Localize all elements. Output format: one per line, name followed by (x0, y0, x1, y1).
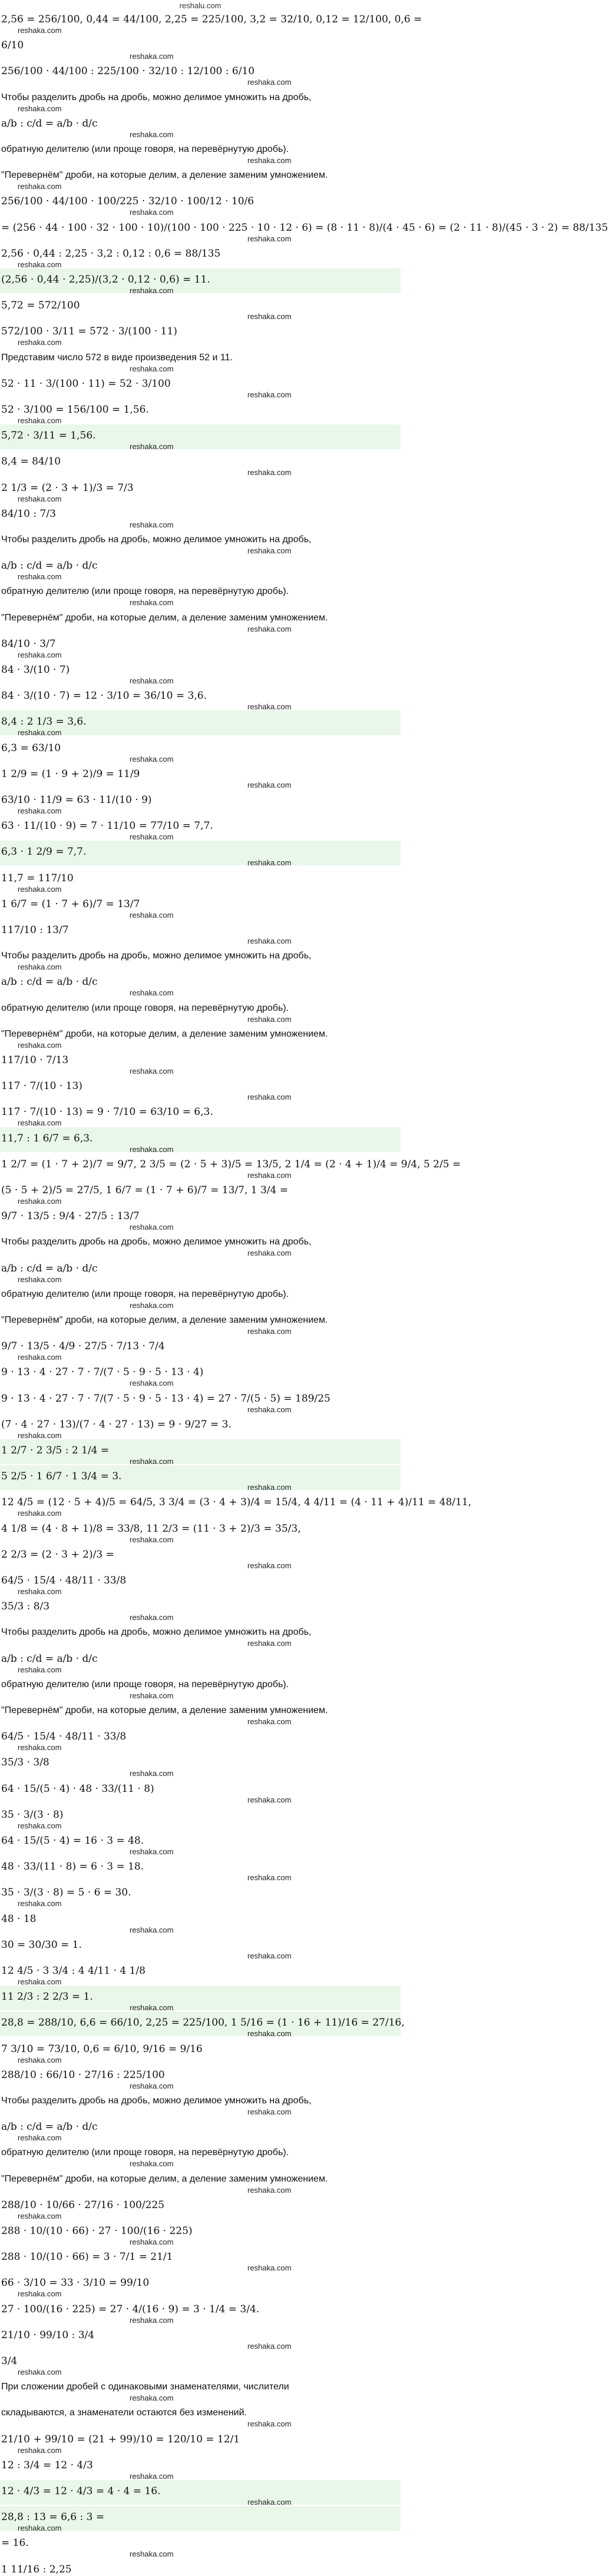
math-line: 288 · 10/(10 · 66) · 27 · 100/(16 · 225) (1, 2225, 193, 2237)
explanation-line: "Перевернём" дроби, на которые делим, а деление заменим умножением. (1, 1028, 328, 1039)
watermark: reshaka.com (18, 2289, 62, 2299)
watermark: reshaka.com (247, 390, 292, 399)
watermark: reshaka.com (18, 1743, 62, 1752)
watermark: reshaka.com (247, 1639, 292, 1648)
watermark: reshaka.com (130, 52, 174, 61)
math-line: 572/100 · 3/11 = 572 · 3/(100 · 11) (1, 326, 177, 338)
site-title: reshalu.com (179, 1, 222, 10)
watermark: reshaka.com (130, 2315, 174, 2325)
watermark: reshaka.com (18, 728, 62, 738)
watermark: reshaka.com (130, 1613, 174, 1622)
watermark: reshaka.com (247, 1014, 292, 1024)
explanation-line: обратную делителю (или проще говоря, на перевёрнутую дробь). (1, 1679, 289, 1689)
watermark: reshaka.com (130, 1223, 174, 1232)
math-line: 21/10 + 99/10 = (21 + 99)/10 = 120/10 = 12/1 (1, 2433, 240, 2445)
watermark: reshaka.com (247, 858, 292, 868)
watermark: reshaka.com (247, 624, 292, 633)
math-line: 11 2/3 : 2 2/3 = 1. (1, 1991, 93, 2003)
math-line: 9/7 · 13/5 : 9/4 · 27/5 : 13/7 (1, 1210, 140, 1223)
watermark: reshaka.com (130, 1144, 174, 1154)
watermark: reshaka.com (18, 260, 62, 269)
math-line: 288/10 · 10/66 · 27/16 · 100/225 (1, 2199, 165, 2211)
watermark: reshaka.com (130, 286, 174, 295)
watermark: reshaka.com (130, 2081, 174, 2090)
watermark: reshaka.com (18, 494, 62, 503)
watermark: reshaka.com (130, 1379, 174, 1388)
math-line: 1 2/7 · 2 3/5 : 2 1/4 = (1, 1445, 110, 1456)
watermark: reshaka.com (247, 234, 292, 243)
math-line: 12 : 3/4 = 12 · 4/3 (1, 2459, 93, 2471)
math-line: 63 · 11/(10 · 9) = 7 · 11/10 = 77/10 = 7,7. (1, 820, 213, 832)
watermark: reshaka.com (130, 832, 174, 842)
watermark: reshaka.com (130, 754, 174, 763)
watermark: reshaka.com (18, 2211, 62, 2220)
watermark: reshaka.com (18, 2055, 62, 2064)
math-line: 1 6/7 = (1 · 7 + 6)/7 = 13/7 (1, 898, 140, 910)
math-line: 117/10 : 13/7 (1, 924, 69, 936)
watermark: reshaka.com (130, 2550, 174, 2559)
explanation-line: "Перевернём" дроби, на которые делим, а деление заменим умножением. (1, 1315, 328, 1325)
explanation-line: складываются, а знаменатели остаются без изменений. (1, 2408, 247, 2418)
watermark: reshaka.com (130, 1300, 174, 1310)
watermark: reshaka.com (130, 1535, 174, 1544)
watermark: reshaka.com (130, 2003, 174, 2013)
watermark: reshaka.com (18, 1118, 62, 1128)
watermark: reshaka.com (247, 1093, 292, 1102)
watermark: reshaka.com (18, 2445, 62, 2455)
math-line: (5 · 5 + 2)/5 = 27/5, 1 6/7 = (1 · 7 + 6)/7 = 13/7, 1 3/4 = (1, 1184, 288, 1196)
watermark: reshaka.com (18, 104, 62, 113)
explanation-line: "Перевернём" дроби, на которые делим, а деление заменим умножением. (1, 1705, 328, 1715)
math-line: 7 3/10 = 73/10, 0,6 = 6/10, 9/16 = 9/16 (1, 2043, 203, 2055)
watermark: reshaka.com (247, 1717, 292, 1726)
explanation-line: Чтобы разделить дробь на дробь, можно делимое умножить на дробь, (1, 2096, 312, 2106)
watermark: reshaka.com (247, 1327, 292, 1336)
watermark: reshaka.com (18, 806, 62, 815)
math-line: a/b : c/d = a/b · d/c (1, 2121, 98, 2133)
math-line: 1 11/16 : 2,25 (1, 2563, 72, 2575)
watermark: reshaka.com (18, 1665, 62, 1674)
watermark: reshaka.com (247, 2107, 292, 2116)
watermark: reshaka.com (18, 572, 62, 582)
math-line: 288/10 : 66/10 · 27/16 : 225/100 (1, 2069, 165, 2081)
math-line: 12 · 4/3 = 12 · 4/3 = 4 · 4 = 16. (1, 2485, 161, 2497)
watermark: reshaka.com (130, 910, 174, 919)
math-line: = 16. (1, 2537, 29, 2550)
explanation-line: Представим число 572 в виде произведения 52 и 11. (1, 352, 233, 363)
watermark: reshaka.com (130, 598, 174, 608)
watermark: reshaka.com (18, 1274, 62, 1284)
math-line: a/b : c/d = a/b · d/c (1, 1262, 98, 1274)
math-line: 9 · 13 · 4 · 27 · 7 · 7/(7 · 5 · 9 · 5 · 13 · 4) = 27 · 7/(5 · 5) = 189/25 (1, 1392, 331, 1405)
math-line: 66 · 3/10 = 33 · 3/10 = 99/10 (1, 2277, 150, 2289)
watermark: reshaka.com (18, 1197, 62, 1206)
math-line: 2 2/3 = (2 · 3 + 2)/3 = (1, 1548, 114, 1561)
math-line: 48 · 18 (1, 1913, 37, 1925)
watermark: reshaka.com (247, 156, 292, 165)
explanation-line: Чтобы разделить дробь на дробь, можно делимое умножить на дробь, (1, 1627, 312, 1638)
watermark: reshaka.com (130, 1067, 174, 1075)
explanation-line: обратную делителю (или проще говоря, на перевёрнутую дробь). (1, 2147, 289, 2158)
math-line: 35/3 · 3/8 (1, 1757, 49, 1769)
math-line: 30 = 30/30 = 1. (1, 1938, 82, 1951)
math-line: (2,56 · 0,44 · 2,25)/(3,2 · 0,12 · 0,6) = 11. (1, 274, 210, 286)
watermark: reshaka.com (247, 312, 292, 321)
watermark: reshaka.com (18, 1821, 62, 1830)
explanation-line: Чтобы разделить дробь на дробь, можно делимое умножить на дробь, (1, 535, 312, 545)
watermark: reshaka.com (247, 1795, 292, 1804)
watermark: reshaka.com (130, 1457, 174, 1466)
watermark: reshaka.com (18, 650, 62, 659)
math-line: 64 · 15/(5 · 4) · 48 · 33/(11 · 8) (1, 1782, 154, 1795)
watermark: reshaka.com (18, 2368, 62, 2376)
math-line: 11,7 = 117/10 (1, 872, 74, 884)
watermark: reshaka.com (18, 2524, 62, 2533)
math-line: 8,4 : 2 1/3 = 3,6. (1, 716, 87, 728)
math-line: 4 1/8 = (4 · 8 + 1)/8 = 33/8, 11 2/3 = (11 · 3 + 2)/3 = 35/3, (1, 1522, 301, 1535)
watermark: reshaka.com (18, 1899, 62, 1908)
watermark: reshaka.com (18, 962, 62, 972)
watermark: reshaka.com (18, 182, 62, 191)
watermark: reshaka.com (247, 1873, 292, 1883)
math-line: 117 · 7/(10 · 13) (1, 1080, 82, 1093)
explanation-line: обратную делителю (или проще говоря, на перевёрнутую дробь). (1, 586, 289, 597)
watermark: reshaka.com (18, 1587, 62, 1596)
watermark: reshaka.com (18, 1509, 62, 1518)
watermark: reshaka.com (130, 520, 174, 529)
explanation-line: обратную делителю (или проще говоря, на перевёрнутую дробь). (1, 1002, 289, 1013)
watermark: reshaka.com (247, 2419, 292, 2429)
watermark: reshaka.com (130, 208, 174, 217)
math-line: 117/10 · 7/13 (1, 1054, 69, 1066)
watermark: reshaka.com (18, 1353, 62, 1362)
math-line: 52 · 3/100 = 156/100 = 1,56. (1, 404, 149, 416)
watermark: reshaka.com (18, 1040, 62, 1050)
watermark: reshaka.com (247, 2341, 292, 2351)
math-line: 28,8 = 288/10, 6,6 = 66/10, 2,25 = 225/100, 1 5/16 = (1 · 16 + 11)/16 = 27/16, (1, 2017, 405, 2029)
watermark: reshaka.com (18, 338, 62, 347)
math-line: 84/10 : 7/3 (1, 507, 56, 520)
watermark: reshaka.com (130, 1691, 174, 1700)
math-line: 35 · 3/(3 · 8) (1, 1808, 64, 1821)
math-line: 9 · 13 · 4 · 27 · 7 · 7/(7 · 5 · 9 · 5 · 13 · 4) (1, 1366, 204, 1379)
math-line: 52 · 11 · 3/(100 · 11) = 52 · 3/100 (1, 377, 171, 390)
explanation-line: обратную делителю (или проще говоря, на перевёрнутую дробь). (1, 144, 289, 154)
math-line: 28,8 : 13 = 6,6 : 3 = (1, 2511, 105, 2524)
watermark: reshaka.com (247, 2263, 292, 2273)
math-line: 3/4 (1, 2355, 18, 2367)
explanation-line: При сложении дробей с одинаковыми знаменателями, числители (1, 2382, 289, 2392)
math-line: 6/10 (1, 39, 24, 52)
math-line: 9/7 · 13/5 · 4/9 · 27/5 · 7/13 · 7/4 (1, 1340, 165, 1353)
math-line: 5,72 = 572/100 (1, 300, 80, 312)
watermark: reshaka.com (247, 780, 292, 789)
explanation-line: "Перевернём" дроби, на которые делим, а деление заменим умножением. (1, 2173, 328, 2184)
math-line: 1 2/9 = (1 · 9 + 2)/9 = 11/9 (1, 768, 140, 780)
watermark: reshaka.com (130, 2394, 174, 2403)
math-line: 8,4 = 84/10 (1, 456, 61, 468)
watermark: reshaka.com (247, 2185, 292, 2195)
math-line: 117 · 7/(10 · 13) = 9 · 7/10 = 63/10 = 6,3. (1, 1106, 213, 1118)
math-line: 1 2/7 = (1 · 7 + 2)/7 = 9/7, 2 3/5 = (2 · 5 + 3)/5 = 13/5, 2 1/4 = (2 · 4 + 1)/4 = 9/4, 5 2/5 = (1, 1158, 461, 1170)
watermark: reshaka.com (18, 1430, 62, 1440)
watermark: reshaka.com (18, 416, 62, 425)
math-line: 5 2/5 · 1 6/7 · 1 3/4 = 3. (1, 1470, 122, 1483)
explanation-line: обратную делителю (или проще говоря, на перевёрнутую дробь). (1, 1289, 289, 1299)
watermark: reshaka.com (18, 1977, 62, 1986)
watermark: reshaka.com (130, 1925, 174, 1934)
math-line: 35/3 : 8/3 (1, 1601, 50, 1613)
math-line: 63/10 · 11/9 = 63 · 11/(10 · 9) (1, 794, 152, 806)
math-line: 288 · 10/(10 · 66) = 3 · 7/1 = 21/1 (1, 2251, 173, 2263)
math-line: 12 4/5 · 3 3/4 : 4 4/11 · 4 1/8 (1, 1965, 146, 1977)
watermark: reshaka.com (18, 884, 62, 894)
math-line: 84 · 3/(10 · 7) (1, 664, 70, 676)
math-line: 2,56 = 256/100, 0,44 = 44/100, 2,25 = 225/100, 3,2 = 32/10, 0,12 = 12/100, 0,6 = (1, 14, 422, 25)
watermark: reshaka.com (18, 2133, 62, 2143)
math-line: 11,7 : 1 6/7 = 6,3. (1, 1132, 93, 1144)
watermark: reshaka.com (130, 2159, 174, 2169)
watermark: reshaka.com (247, 2029, 292, 2039)
math-line: 35 · 3/(3 · 8) = 5 · 6 = 30. (1, 1887, 131, 1899)
watermark: reshaka.com (247, 1483, 292, 1492)
explanation-line: "Перевернём" дроби, на которые делим, а деление заменим умножением. (1, 170, 328, 181)
watermark: reshaka.com (130, 442, 174, 452)
watermark: reshaka.com (247, 2498, 292, 2507)
watermark: reshaka.com (247, 546, 292, 555)
math-line: a/b : c/d = a/b · d/c (1, 976, 98, 988)
explanation-line: Чтобы разделить дробь на дробь, можно делимое умножить на дробь, (1, 92, 312, 102)
math-line: 6,3 = 63/10 (1, 742, 61, 754)
watermark: reshaka.com (130, 676, 174, 685)
watermark: reshaka.com (247, 937, 292, 945)
watermark: reshaka.com (130, 1847, 174, 1856)
watermark: reshaka.com (247, 78, 292, 87)
math-line: 84/10 · 3/7 (1, 638, 56, 650)
watermark: reshaka.com (130, 2238, 174, 2246)
math-line: 64/5 · 15/4 · 48/11 · 33/8 (1, 1731, 127, 1743)
watermark: reshaka.com (247, 1249, 292, 1258)
explanation-line: Чтобы разделить дробь на дробь, можно делимое умножить на дробь, (1, 1237, 312, 1247)
watermark: reshaka.com (247, 702, 292, 712)
math-line: = (256 · 44 · 100 · 32 · 100 · 10)/(100 · 100 · 225 · 10 · 12 · 6) = (8 · 11 · 8)/(4 · 45 · 6) = (2 · 11 · 8)/(45 · 3 · 2) = 88/135 (1, 221, 608, 234)
watermark: reshaka.com (18, 26, 62, 35)
watermark: reshaka.com (130, 1769, 174, 1778)
watermark: reshaka.com (247, 468, 292, 477)
math-line: a/b : c/d = a/b · d/c (1, 1652, 98, 1665)
math-line: 27 · 100/(16 · 225) = 27 · 4/(16 · 9) = 3 · 1/4 = 3/4. (1, 2303, 260, 2315)
explanation-line: "Перевернём" дроби, на которые делим, а деление заменим умножением. (1, 612, 328, 623)
math-line: 5,72 · 3/11 = 1,56. (1, 430, 96, 442)
math-line: 256/100 · 44/100 · 100/225 · 32/10 · 100/12 · 10/6 (1, 195, 255, 208)
watermark: reshaka.com (247, 1170, 292, 1180)
math-line: 48 · 33/(11 · 8) = 6 · 3 = 18. (1, 1861, 144, 1873)
watermark: reshaka.com (247, 1405, 292, 1414)
math-line: 21/10 · 99/10 : 3/4 (1, 2329, 95, 2341)
math-line: 2,56 · 0,44 : 2,25 · 3,2 : 0,12 : 0,6 = 88/135 (1, 247, 221, 260)
math-line: 64 · 15/(5 · 4) = 16 · 3 = 48. (1, 1835, 144, 1847)
math-line: 256/100 · 44/100 : 225/100 · 32/10 : 12/100 : 6/10 (1, 65, 255, 78)
math-line: a/b : c/d = a/b · d/c (1, 117, 98, 130)
math-line: 64/5 · 15/4 · 48/11 · 33/8 (1, 1575, 127, 1586)
watermark: reshaka.com (247, 1951, 292, 1960)
watermark: reshaka.com (130, 2471, 174, 2481)
math-line: 6,3 · 1 2/9 = 7,7. (1, 846, 87, 858)
watermark: reshaka.com (130, 988, 174, 998)
watermark: reshaka.com (130, 364, 174, 373)
math-line: 84 · 3/(10 · 7) = 12 · 3/10 = 36/10 = 3,6. (1, 690, 207, 702)
watermark: reshaka.com (130, 130, 174, 139)
watermark: reshaka.com (247, 1561, 292, 1570)
math-line: 2 1/3 = (2 · 3 + 1)/3 = 7/3 (1, 482, 134, 494)
math-line: a/b : c/d = a/b · d/c (1, 560, 98, 572)
explanation-line: Чтобы разделить дробь на дробь, можно делимое умножить на дробь, (1, 951, 312, 961)
math-line: (7 · 4 · 27 · 13)/(7 · 4 · 27 · 13) = 9 · 9/27 = 3. (1, 1418, 232, 1430)
math-line: 12 4/5 = (12 · 5 + 4)/5 = 64/5, 3 3/4 = (3 · 4 + 3)/4 = 15/4, 4 4/11 = (4 · 11 + 4)/11 = 48/11, (1, 1496, 472, 1509)
